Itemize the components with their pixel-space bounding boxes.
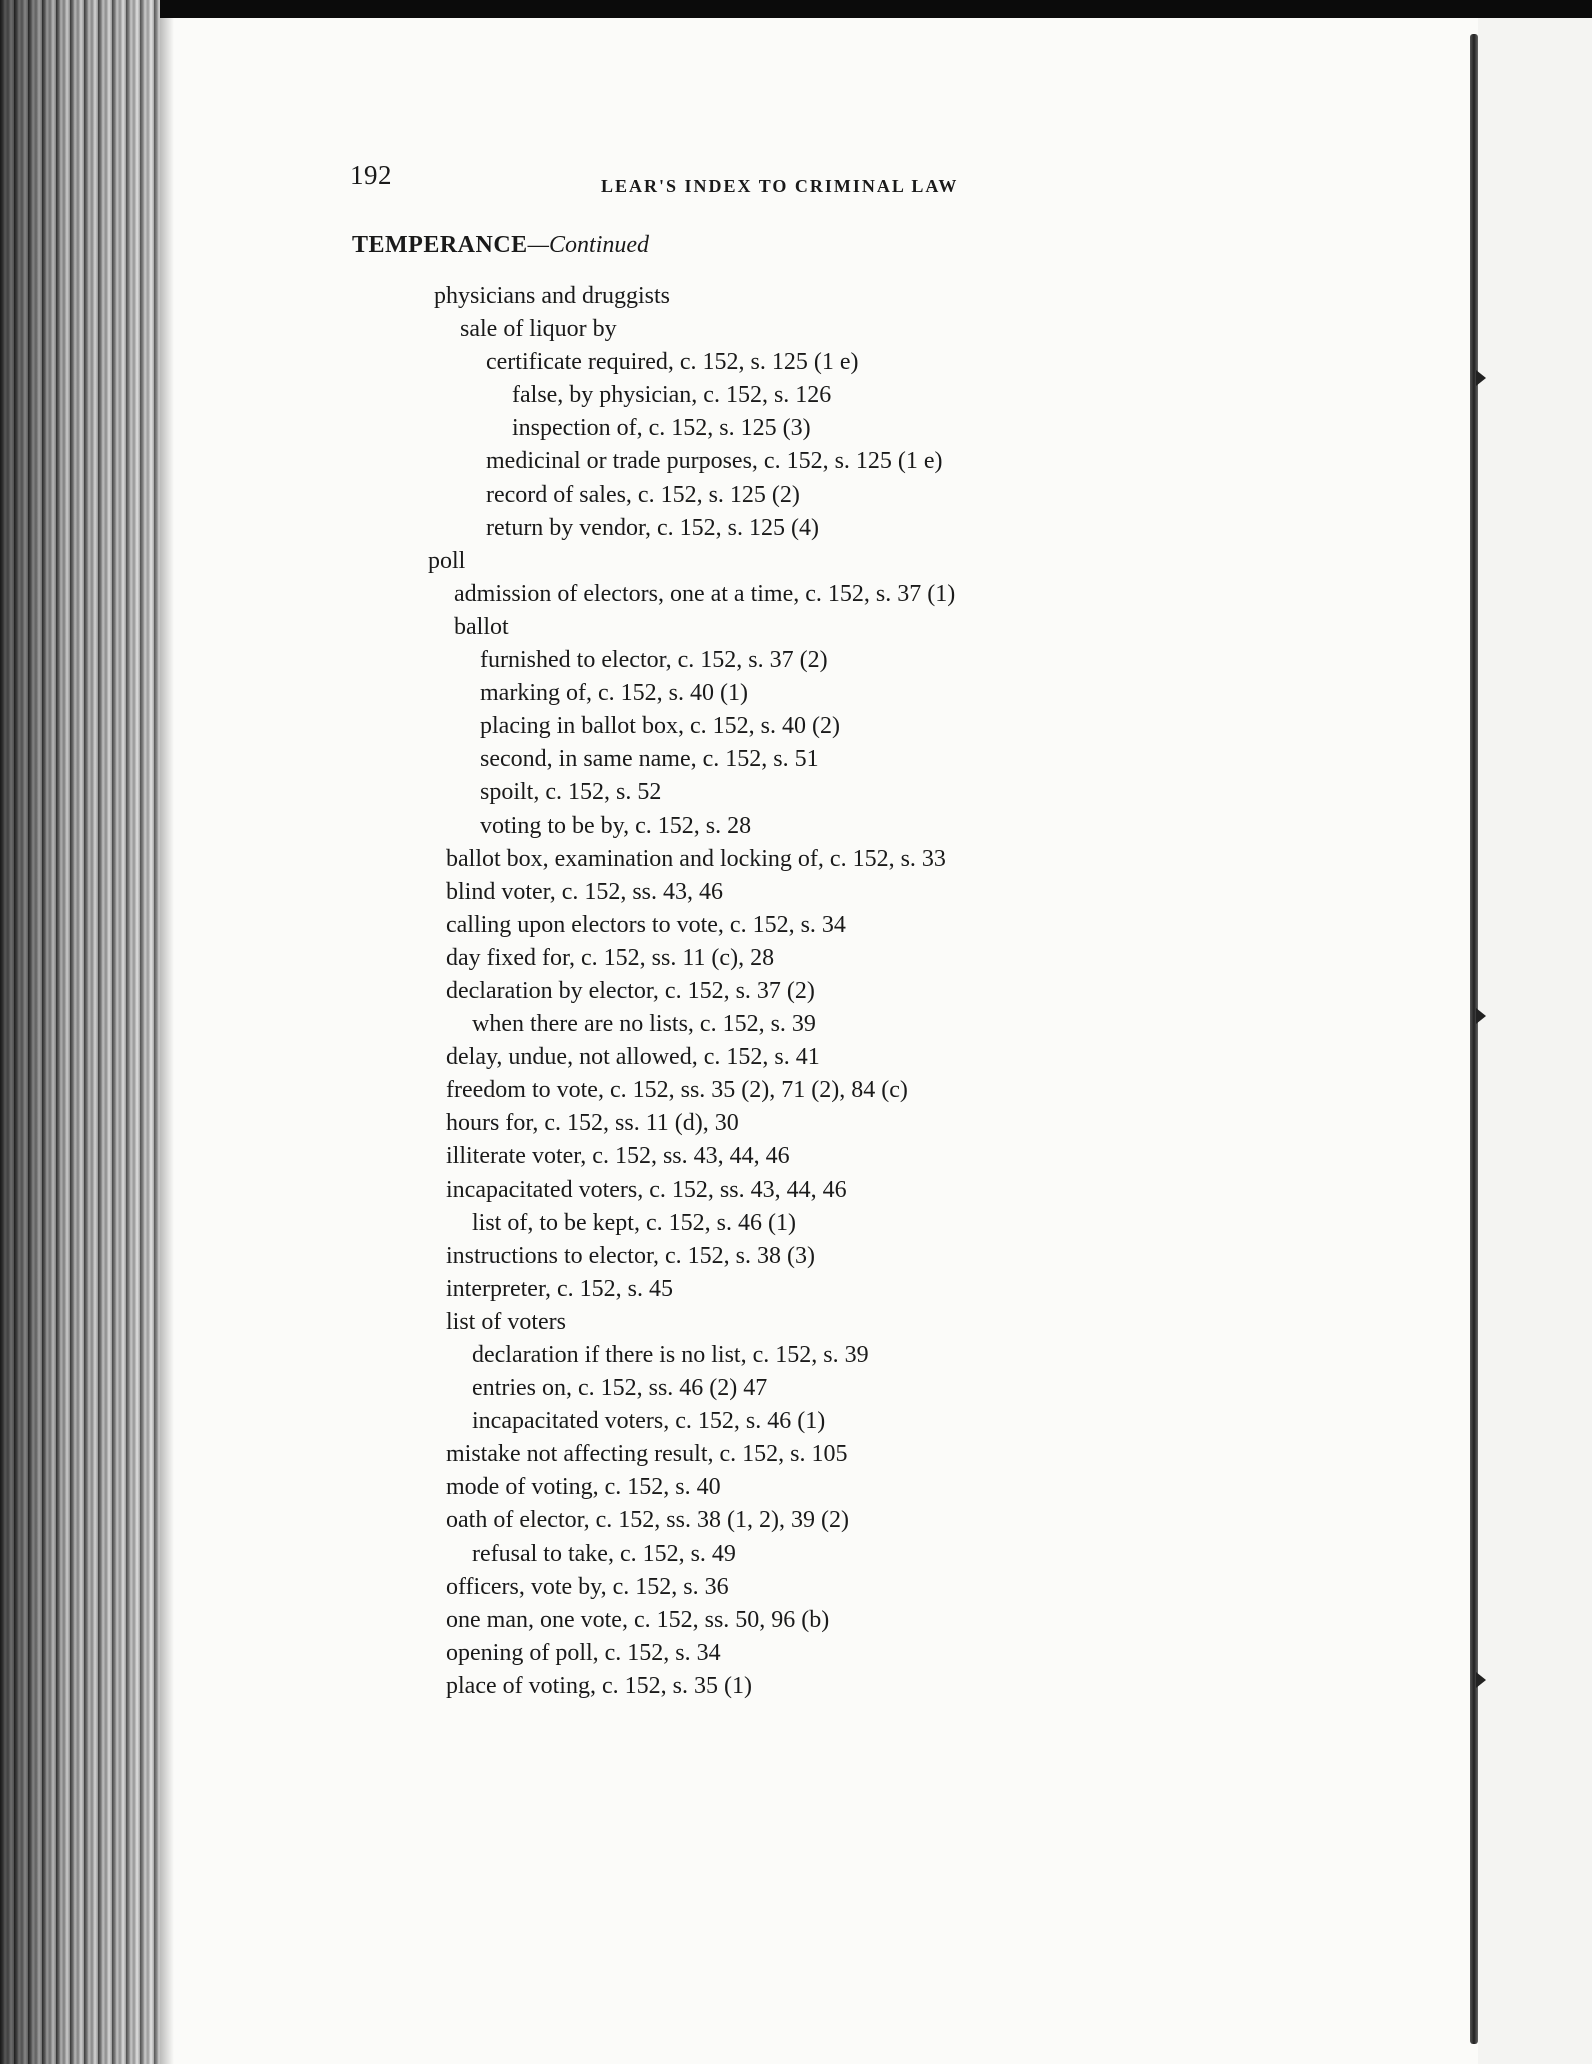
index-entry: poll xyxy=(428,547,466,574)
index-entry: voting to be by, c. 152, s. 28 xyxy=(480,812,752,839)
index-entry: physicians and druggists xyxy=(434,283,670,309)
index-entry: list of, to be kept, c. 152, s. 46 (1) xyxy=(472,1209,796,1236)
index-entry: day fixed for, c. 152, ss. 11 (c), 28 xyxy=(446,944,775,971)
index-entry: furnished to elector, c. 152, s. 37 (2) xyxy=(480,647,828,674)
index-entry: freedom to vote, c. 152, ss. 35 (2), 71 (2), 84 (c) xyxy=(446,1077,908,1104)
index-entry: ballot box, examination and locking of, c. 152, s. 33 xyxy=(446,845,946,872)
index-entry: refusal to take, c. 152, s. 49 xyxy=(472,1540,736,1567)
index-entry: incapacitated voters, c. 152, s. 46 (1) xyxy=(472,1408,826,1435)
index-entry: mode of voting, c. 152, s. 40 xyxy=(446,1474,721,1501)
index-entry: entries on, c. 152, ss. 46 (2) 47 xyxy=(472,1375,768,1402)
index-entry: record of sales, c. 152, s. 125 (2) xyxy=(486,481,800,508)
index-entry: false, by physician, c. 152, s. 126 xyxy=(512,382,832,409)
index-entry: admission of electors, one at a time, c. 152, s. 37 (1) xyxy=(454,580,956,607)
index-entry: blind voter, c. 152, ss. 43, 46 xyxy=(446,878,724,905)
index-entry: interpreter, c. 152, s. 45 xyxy=(446,1275,673,1302)
index-entry: return by vendor, c. 152, s. 125 (4) xyxy=(486,514,819,541)
index-entry: certificate required, c. 152, s. 125 (1 e) xyxy=(486,349,859,376)
index-entry: medicinal or trade purposes, c. 152, s. 125 (1 e) xyxy=(486,448,943,475)
index-entry: one man, one vote, c. 152, ss. 50, 96 (b) xyxy=(446,1606,830,1633)
index-entry: declaration if there is no list, c. 152, s. 39 xyxy=(472,1342,869,1368)
section-heading-word: TEMPERANCE xyxy=(352,232,528,258)
index-entry: delay, undue, not allowed, c. 152, s. 41 xyxy=(446,1044,820,1071)
index-entry: list of voters xyxy=(446,1308,566,1335)
index-entry: incapacitated voters, c. 152, ss. 43, 44, 46 xyxy=(446,1176,847,1203)
index-entry: oath of elector, c. 152, ss. 38 (1, 2), 39 (2) xyxy=(446,1507,849,1534)
index-entry: opening of poll, c. 152, s. 34 xyxy=(446,1639,721,1666)
index-entry: place of voting, c. 152, s. 35 (1) xyxy=(446,1672,752,1699)
scan-top-border xyxy=(110,0,1592,18)
index-entry: marking of, c. 152, s. 40 (1) xyxy=(480,680,748,707)
index-entry: instructions to elector, c. 152, s. 38 (3) xyxy=(446,1242,815,1269)
index-entry: spoilt, c. 152, s. 52 xyxy=(480,779,662,806)
index-entry: hours for, c. 152, ss. 11 (d), 30 xyxy=(446,1110,739,1137)
page-number: 192 xyxy=(350,160,392,190)
index-entry: declaration by elector, c. 152, s. 37 (2) xyxy=(446,977,815,1004)
index-entry: calling upon electors to vote, c. 152, s. 34 xyxy=(446,911,846,938)
index-entry: sale of liquor by xyxy=(460,316,617,343)
index-entry: second, in same name, c. 152, s. 51 xyxy=(480,746,819,773)
index-entry: illiterate voter, c. 152, ss. 43, 44, 46 xyxy=(446,1143,790,1170)
index-entry: officers, vote by, c. 152, s. 36 xyxy=(446,1573,729,1600)
index-entry: ballot xyxy=(454,613,509,640)
index-entry: when there are no lists, c. 152, s. 39 xyxy=(472,1011,816,1038)
section-heading xyxy=(352,232,649,259)
section-continued-label: —Continued xyxy=(527,232,650,258)
index-entry: inspection of, c. 152, s. 125 (3) xyxy=(512,415,811,442)
index-entry: mistake not affecting result, c. 152, s. 105 xyxy=(446,1441,848,1468)
index-entry: placing in ballot box, c. 152, s. 40 (2) xyxy=(480,713,840,740)
index-entries xyxy=(0,280,1592,1703)
running-title: LEAR'S INDEX TO CRIMINAL LAW xyxy=(601,176,959,196)
